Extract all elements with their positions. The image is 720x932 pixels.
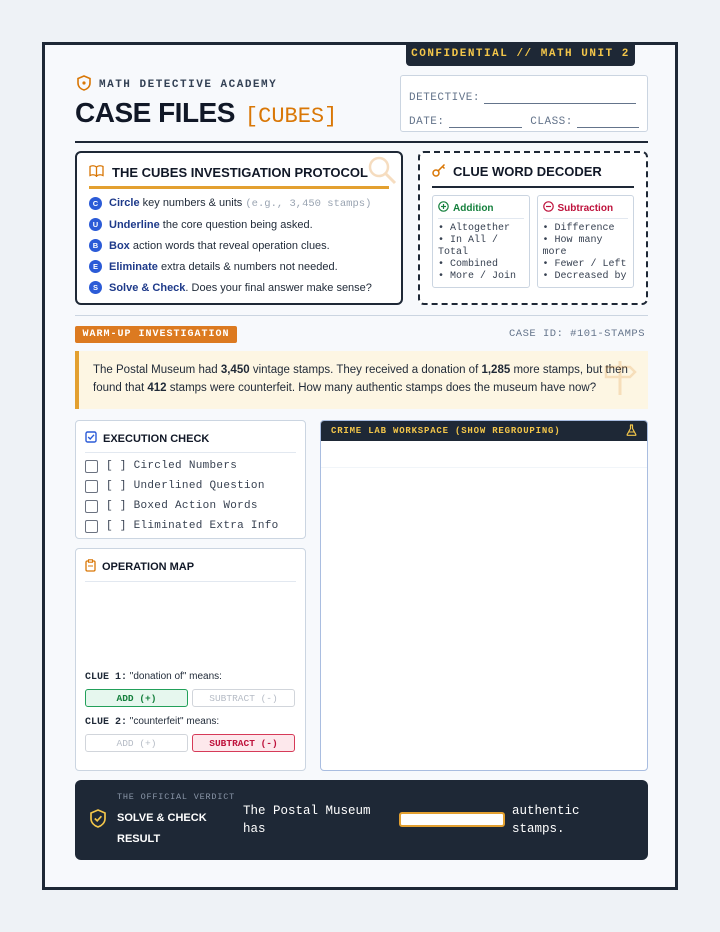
protocol-title: THE CUBES INVESTIGATION PROTOCOL	[112, 165, 368, 180]
answer-input[interactable]	[399, 812, 505, 827]
step-text: key numbers & units	[142, 197, 243, 209]
opmap-title: OPERATION MAP	[102, 561, 195, 573]
execution-title: EXECUTION CHECK	[103, 432, 210, 445]
subtraction-label: Subtraction	[557, 202, 614, 214]
protocol-panel	[75, 151, 403, 305]
clue-word: • How many	[542, 235, 603, 246]
check-item[interactable]	[85, 459, 296, 473]
problem-text: more stamps, but then found that	[93, 364, 628, 394]
clue-2	[85, 716, 219, 728]
problem-text: stamps were counterfeit. How many authentic stamps does the museum have now?	[166, 382, 597, 394]
detective-label: DETECTIVE:	[409, 92, 481, 104]
clue-text: "counterfeit" means:	[129, 716, 220, 727]
check-label: [ ] Boxed Action Words	[106, 500, 258, 512]
header-divider	[75, 141, 648, 143]
verdict-sentence-start: The Postal Museum has	[243, 804, 371, 836]
clue1-add-button[interactable]: ADD (+)	[85, 689, 188, 707]
clue1-subtract-button[interactable]: SUBTRACT (-)	[192, 689, 295, 707]
title-sub: [CUBES]	[244, 104, 338, 129]
warmup-badge: WARM-UP INVESTIGATION	[75, 326, 237, 343]
worksheet	[42, 42, 678, 890]
workspace-gridline	[321, 467, 647, 468]
shield-icon	[77, 75, 91, 95]
verdict-sentence-end: authentic stamps.	[512, 804, 580, 836]
step-keyword: Underline	[109, 218, 160, 231]
protocol-step	[89, 197, 389, 210]
class-label: CLASS:	[530, 116, 573, 128]
check-item[interactable]	[85, 479, 296, 493]
problem-number: 3,450	[220, 364, 250, 376]
step-text: the core question being asked.	[162, 218, 313, 231]
protocol-step: S Solve & Check. Does your final answer make sense?	[89, 281, 389, 294]
problem-text: vintage stamps. They received a donation of	[249, 364, 482, 376]
step-badge: E	[89, 260, 102, 273]
detective-field[interactable]	[484, 92, 636, 104]
problem-text: The Postal Museum had	[93, 364, 221, 376]
step-keyword: Eliminate	[109, 260, 158, 273]
decoder-header	[432, 163, 634, 188]
addition-column	[432, 195, 530, 288]
verdict-panel	[75, 780, 648, 860]
step-keyword: Box	[109, 239, 130, 252]
execution-check-panel	[75, 420, 306, 539]
case-id: CASE ID: #101-STAMPS	[508, 328, 645, 340]
clue-word: • Decreased by	[542, 271, 627, 282]
problem-number: 1,285	[481, 364, 511, 376]
identity-box	[400, 75, 648, 132]
check-label: [ ] Circled Numbers	[106, 460, 238, 472]
clue-decoder-panel	[418, 151, 648, 305]
verdict-title: SOLVE & CHECK RESULT	[117, 812, 207, 845]
subtraction-column	[537, 195, 635, 288]
date-label: DATE:	[409, 116, 445, 128]
clue-word: • Difference	[542, 223, 615, 234]
check-item[interactable]	[85, 519, 296, 533]
protocol-header	[89, 165, 389, 189]
key-icon	[432, 163, 446, 180]
clue-word: more	[542, 247, 567, 258]
checkbox-checked-icon	[85, 431, 97, 446]
step-text: action words that reveal operation clues.	[132, 239, 330, 252]
page-title	[75, 97, 337, 129]
operation-map-panel	[75, 548, 306, 771]
section-divider	[75, 315, 648, 316]
protocol-step	[89, 218, 389, 231]
workspace-header	[321, 421, 647, 441]
book-icon	[89, 165, 104, 180]
verified-shield-icon	[90, 809, 106, 833]
verdict-kicker: THE OFFICIAL VERDICT	[117, 792, 236, 802]
clue2-add-button[interactable]: ADD (+)	[85, 734, 188, 752]
signpost-icon	[602, 359, 638, 403]
clue-word: • In All /	[438, 235, 499, 246]
academy-label	[77, 75, 277, 95]
academy-name: MATH DETECTIVE ACADEMY	[99, 79, 278, 91]
check-label: [ ] Underlined Question	[106, 480, 265, 492]
checkbox[interactable]	[85, 500, 98, 513]
workspace-title: CRIME LAB WORKSPACE (SHOW REGROUPING)	[331, 426, 561, 436]
opmap-header	[85, 559, 296, 582]
word-problem	[75, 351, 648, 409]
step-keyword: Circle	[109, 197, 140, 209]
class-field[interactable]	[577, 116, 639, 128]
check-item[interactable]	[85, 499, 296, 513]
checkbox[interactable]	[85, 480, 98, 493]
check-label: [ ] Eliminated Extra Info	[106, 520, 279, 532]
step-badge: U	[89, 218, 102, 231]
minus-circle-icon	[543, 201, 554, 215]
protocol-step	[89, 260, 389, 273]
execution-header	[85, 431, 296, 453]
clue2-subtract-button[interactable]: SUBTRACT (-)	[192, 734, 295, 752]
clue-1	[85, 671, 222, 683]
clue-word: • Fewer / Left	[542, 259, 627, 270]
clue-word: • Altogether	[438, 223, 511, 234]
step-badge: B	[89, 239, 102, 252]
date-field[interactable]	[449, 116, 523, 128]
step-badge: S	[89, 281, 102, 294]
clue-word: • More / Join	[438, 271, 517, 282]
flask-icon	[626, 424, 637, 439]
decoder-title: CLUE WORD DECODER	[453, 164, 602, 179]
protocol-step	[89, 239, 389, 252]
confidential-tab: CONFIDENTIAL // MATH UNIT 2	[406, 42, 635, 66]
step-text: extra details & numbers not needed.	[160, 260, 338, 273]
problem-number: 412	[147, 382, 167, 394]
clue-text: "donation of" means:	[129, 671, 222, 682]
magnifier-icon	[367, 155, 397, 190]
step-keyword: Solve & Check	[109, 281, 186, 294]
addition-label: Addition	[453, 202, 494, 214]
title-main: CASE FILES	[75, 97, 235, 128]
checkbox[interactable]	[85, 520, 98, 533]
clue-label: CLUE 2:	[85, 717, 128, 728]
clipboard-icon	[85, 559, 96, 575]
clue-word: • Combined	[438, 259, 499, 270]
step-text: Does your final answer make sense?	[191, 281, 372, 294]
crime-lab-workspace[interactable]	[320, 420, 648, 771]
checkbox[interactable]	[85, 460, 98, 473]
step-example: (e.g., 3,450 stamps)	[245, 198, 372, 210]
clue-label: CLUE 1:	[85, 672, 128, 683]
plus-circle-icon	[438, 201, 449, 215]
step-badge: C	[89, 197, 102, 210]
clue-word: Total	[438, 247, 469, 258]
